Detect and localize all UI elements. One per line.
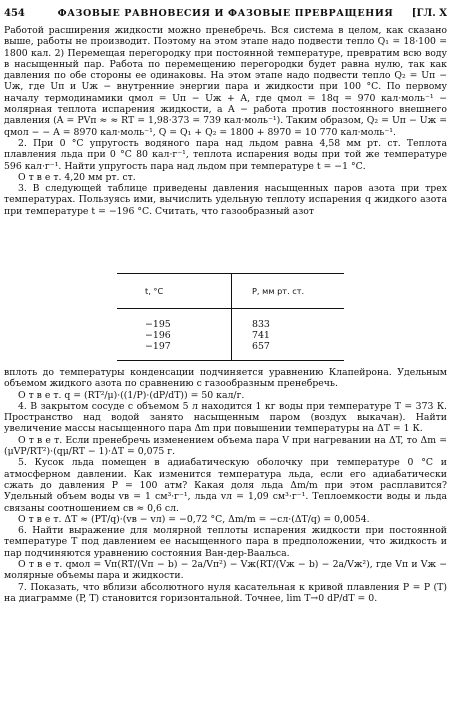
problem-7: 7. Показать, что вблизи абсолютного нуля касательная к кривой плавления P = P (T) на диаграмме (P, T) становится горизонтальной. Точнее, lim T→0 dP/dT = 0. [4,581,447,604]
table-header-temperature: t, °С [117,274,232,309]
page-header [4,6,447,22]
answer-5: О т в е т. ΔT ≈ (PT/q)·(vв − vл) = −0,72 °С, Δm/m = −cл·(ΔT/q) = 0,0054. [18,513,370,525]
problem-2: 2. При 0 °С упругость водяного пара над льдом равна 4,58 мм рт. ст. Теплота плавления льда при 0 °С 80 кал·г⁻¹, теплота испарения воды при той же температуре 596 кал·г⁻¹. Найти упругость пара над льдом при температуре t = −1 °С. [4,137,447,172]
problem-4: 4. В закрытом сосуде с объемом 5 л находится 1 кг воды при температуре T = 373 К. Пространство над водой занято насыщенным паром (воздух выкачан). Найти увеличение массы насыщенного пара Δm при повышении температуры на ΔT = 1 К. [4,400,447,435]
problem-6: 6. Найти выражение для молярной теплоты испарения жидкости при постоянной температуре T под давлением ее насыщенного пара в предположении, что жидкость и пар подчиняются уравнению состояния Ван-дер-Ваальса. [4,525,447,559]
answer-6: О т в е т. qмол = Vп(RT/(Vп − b) − 2a/Vп²) − Vж(RT/(Vж − b) − 2a/Vж²), где Vп и Vж − молярные объемы пара и жидкости. [4,559,447,582]
table-header-pressure: P, мм рт. ст. [232,274,345,309]
text-block-bottom [4,367,447,604]
table-cell-p: 833 [232,309,345,331]
table-row [117,330,344,341]
page-number: 454 [4,8,25,19]
table-cell-t: −197 [117,341,232,361]
answer-2: О т в е т. 4,20 мм рт. ст. [18,171,136,183]
paragraph-solution-continued: Работой расширения жидкости можно пренебречь. Вся система в целом, как сказано выше, работы не производит. Поэтому на этом этапе надо подвести тепло Q₁ = 18·100 = 1800 кал. 2) Перемещая перегородку при постоянной температуре, превратим всю воду в насыщенный пар. Работа по перемещению перегородки будет равна нулю, так как давления по обе стороны ее одинаковы. На этом этапе надо подвести тепло Q₂ = Uп − Uж, где Uп и Uж − внутренние энергии пара и жидкости при 100 °С. По первому началу термодинамики qмол = Uп − Uж + A, где qмол = 18q = 970 кал·моль⁻¹ − молярная теплота испарения жидкости, а A − работа против постоянного внешнего давления (A = PVп ≈ ≈ RT = 1,98·373 = 739 кал·моль⁻¹). Таким образом, Q₂ = Uп − Uж = qмол − − A = 8970 кал·моль⁻¹, Q = Q₁ + Q₂ = 1800 + 8970 = 10 770 кал·моль⁻¹. [4,25,447,138]
table-cell-t: −195 [145,319,171,330]
chapter-marker: [ГЛ. X [411,8,447,19]
problem-5: 5. Кусок льда помещен в адиабатическую оболочку при температуре 0 °С и атмосферном давлении. Как изменится температура льда, если его адиабатически сжать до давления P = 100 атм? Какая доля льда Δm/m при этом расплавится? Удельный объем воды vв = 1 см³·г⁻¹, льда vл = 1,09 см³·г⁻¹. Теплоемкости воды и льда связаны соотношением cв ≈ 0,6 cл. [4,457,447,514]
table-cell-p: 741 [232,330,345,341]
vapor-pressure-table [117,273,344,361]
problem-3: 3. В следующей таблице приведены давления насыщенных паров азота при трех температурах. Пользуясь ими, вычислить удельную теплоту испарения q жидкого азота при температуре t = −196 °С. Считать, что газообразный азот [4,183,447,217]
problem-3-continued: вплоть до температуры конденсации подчиняется уравнению Клапейрона. Удельным объемом жидкого азота по сравнению с газообразным пренебречь. [4,367,447,390]
text-block-top [4,25,447,217]
table-cell-t: −196 [145,330,171,341]
table-row [117,341,344,361]
table-cell-p: 657 [232,341,345,361]
running-title: ФАЗОВЫЕ РАВНОВЕСИЯ И ФАЗОВЫЕ ПРЕВРАЩЕНИЯ [57,8,394,19]
answer-3: О т в е т. q = (RT²/μ)·((1/P)·(dP/dT)) = 50 кал/г. [18,389,245,401]
answer-4: О т в е т. Если пренебречь изменением объема пара V при нагревании на ΔT, то Δm = (μVP/RT²)·(qμ/RT − 1)·ΔT = 0,075 г. [4,434,447,458]
table-row [117,309,344,331]
